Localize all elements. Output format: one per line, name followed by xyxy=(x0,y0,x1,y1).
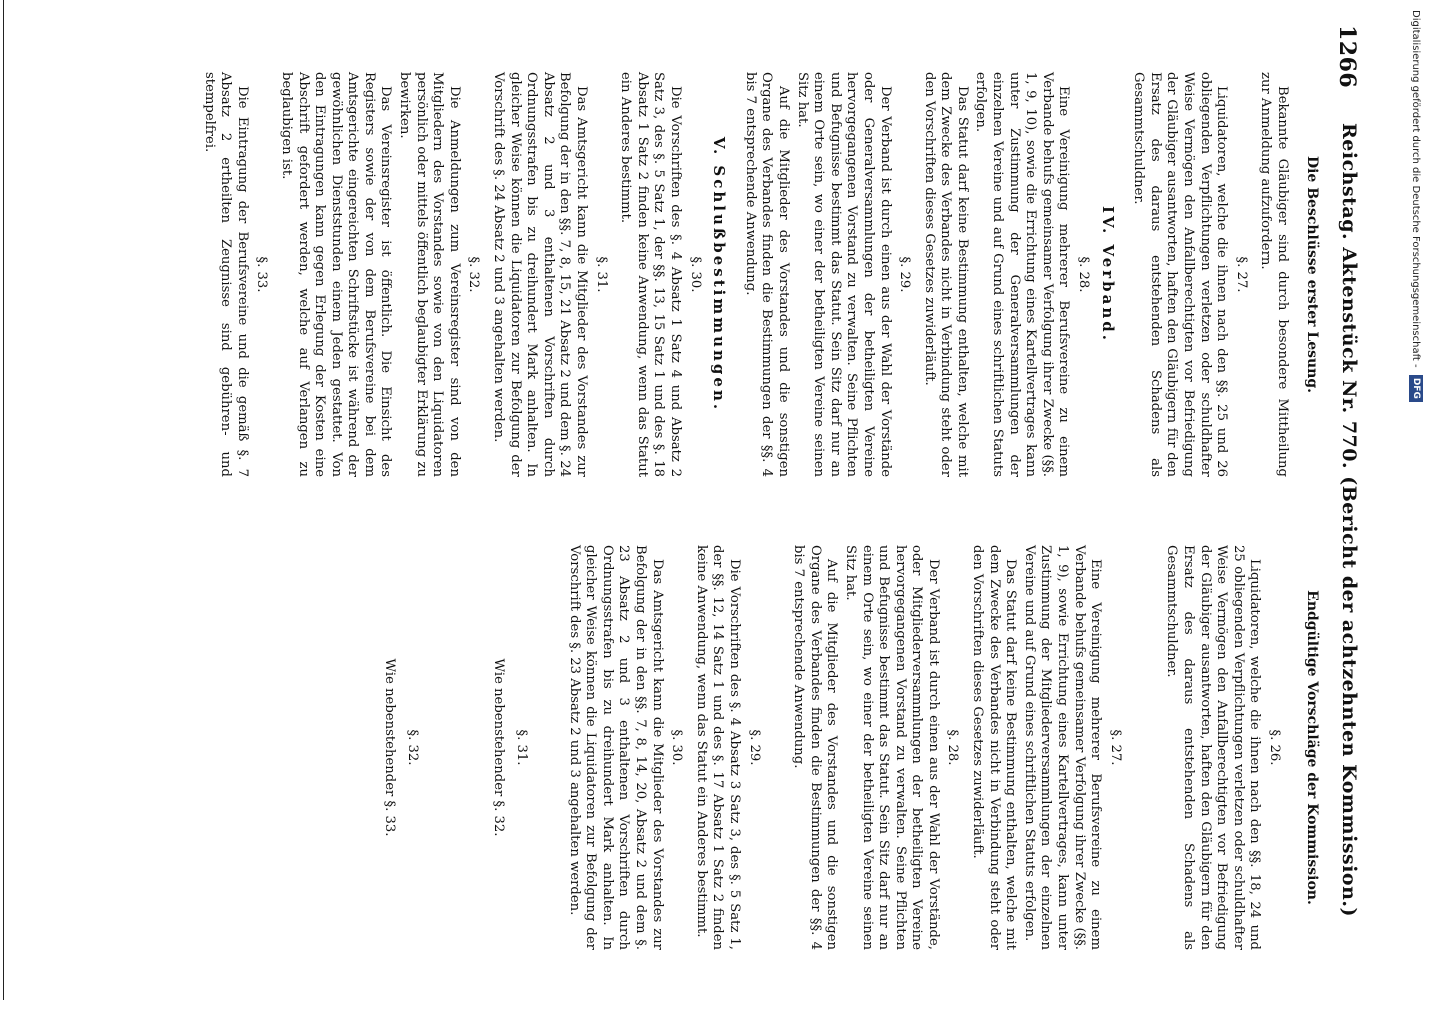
section-text: Liquidatoren, welche die ihnen nach den §§. 18, 24 und 25 obliegenden Verpflichtungen verletzen oder schuldhafter Weise Vermögen den Anfallberechtigten vor Befriedigung der Gläubiger ausantworten, haften den Gläubigern für den Ersatz des daraus entstehenden Schadens als Gesammtschuldner. xyxy=(1164,545,1263,950)
digitization-footer xyxy=(1398,0,1432,1000)
section-label: §. 33. xyxy=(254,256,270,293)
page-header xyxy=(1326,25,1366,970)
left-column xyxy=(198,72,1290,477)
section-text: Das Statut darf keine Bestimmung enthalten, welche mit dem Zwecke des Verbandes nicht in Verbindung steht oder den Vorschriften dieses Gesetzes zuwiderläuft. xyxy=(921,72,970,477)
section-text: Auf die Mitglieder des Vorstandes und die sonstigen Organe des Verbandes finden die Bestimmungen der §§. 4 bis 7 entsprechende Anwendung. xyxy=(791,545,840,950)
chapter-heading: V. Schlußbestimmungen. xyxy=(710,136,729,413)
section-label: §. 27. xyxy=(1107,729,1123,766)
section-label: §. 31. xyxy=(593,256,609,293)
section-text: Auf die Mitglieder des Vorstandes und die sonstigen Organe des Verbandes finden die Bestimmungen der §§. 4 bis 7 entsprechende Anwendung. xyxy=(742,72,791,477)
section-text: Die Vorschriften des §. 4 Absatz 3 Satz 3, des §. 5 Satz 1, der §§. 12, 14 Satz 1 und des §. 17 Absatz 1 Satz 2 finden keine Anwendung, wenn das Statut ein Anderes bestimmt. xyxy=(693,545,742,950)
section-label: §. 32. xyxy=(404,729,420,766)
section-text: Die Eintragung der Berufsvereine und die gemäß §. 7 Absatz 2 ertheilten Zeugnisse sind gebühren- und stempelfrei. xyxy=(201,72,250,477)
section-text: Eine Vereinigung mehrerer Berufsvereine zu einem Verbande behufs gemeinsamer Verfolgung ihrer Zwecke (§§. 1, 9, 10), sowie die Errichtung eines Kartellvertrages kann unter Zustimmung der Generalversammlungen der einzelnen Vereine und auf Grund eines schriftlichen Statuts erfolgen. xyxy=(973,72,1072,477)
right-column xyxy=(381,545,1290,950)
section-label: §. 31. xyxy=(514,729,530,766)
footer-text-strip xyxy=(1398,0,1432,1010)
section-text: Liquidatoren, welche die ihnen nach den §§. 25 und 26 obliegenden Verpflichtungen verletzen oder schuldhafter Weise Vermögen den Anfallberechtigten vor Befriedigung der Gläubiger ausantworten, haften den Gläubigern für den Ersatz des daraus entstehenden Schadens als Gesammtschuldner. xyxy=(1131,72,1230,477)
section-label: §. 30. xyxy=(669,729,685,766)
page-title: Reichstag. Aktenstück Nr. 770. (Bericht der achtzehnten Kommission.) xyxy=(1338,122,1360,918)
section-text: Das Amtsgericht kann die Mitglieder des Vorstandes zur Befolgung der in den §§. 7, 8, 15, 21 Absatz 2 und dem §. 24 Absatz 2 und 3 enthaltenen Vorschriften durch Ordnungsstrafen bis zu dreihundert Mark anhalten. In gleicher Weise können die Liquidatoren zur Befolgung der Vorschrift des §. 24 Absatz 2 und 3 angehalten werden. xyxy=(491,72,590,477)
section-label: §. 26. xyxy=(1267,729,1282,766)
section-label: §. 28. xyxy=(1076,256,1092,293)
section-label: §. 30. xyxy=(687,256,703,293)
section-label: §. 32. xyxy=(466,256,482,293)
section-label: §. 27. xyxy=(1233,256,1249,293)
intro-paragraph: Bekannte Gläubiger sind durch besondere Mittheilung zur Anmeldung aufzufordern. xyxy=(1258,72,1290,477)
right-column-heading: Endgültige Vorschläge der Kommission. xyxy=(1304,590,1320,905)
chapter-heading: IV. Verband. xyxy=(1098,205,1117,343)
section-label: §. 28. xyxy=(945,729,961,766)
left-column-heading: Die Beschlüsse erster Lesung. xyxy=(1304,155,1320,394)
section-text: Das Amtsgericht kann die Mitglieder des Vorstandes zur Befolgung der in den §§. 7, 8, 14, 20, Absatz 2 und dem §. 23 Absatz 2 und 3 enthaltenen Vorschriften durch Ordnungsstrafen bis zu dreihundert Mark anhalten. In gleicher Weise können die Liquidatoren zur Befolgung der Vorschrift des §. 23 Absatz 2 und 3 angehalten werden. xyxy=(566,545,665,950)
page-edge-rule xyxy=(3,0,4,1000)
page-number: 1266 xyxy=(1334,25,1360,89)
section-text: Das Statut darf keine Bestimmung enthalten, welche mit dem Zwecke des Verbandes nicht in Verbindung steht oder den Vorschriften dieses Gesetzes zuwiderläuft. xyxy=(970,545,1019,950)
section-text: Eine Vereinigung mehrerer Berufsvereine zu einem Verbande behufs gemeinsamer Verfolgung ihrer Zwecke (§§. 1, 9), sowie Errichtung eines Kartellvertrages, kann unter Zustimmung der Mitgliederversammlungen der einzelnen Vereine und auf Grund eines schriftlichen Statuts erfolgen. xyxy=(1021,545,1104,950)
section-text: Die Vorschriften des §. 4 Absatz 1 Satz 4 und Absatz 2 Satz 3, des §. 5 Satz 1, der §§. 13, 15 Satz 1 und des §. 18 Absatz 1 Satz 2 finden keine Anwendung, wenn das Statut ein Anderes bestimmt. xyxy=(618,72,683,477)
section-text: Wie nebenstehender §. 33. xyxy=(382,658,398,837)
section-text: Die Anmeldungen zum Vereinsregister sind von den Mitgliedern des Vorstandes sowie von den Liquidatoren persönlich oder mittels öffentlich beglaubigter Erklärung zu bewirken. xyxy=(397,72,462,477)
section-text: Der Verband ist durch einen aus der Wahl der Vorstände, oder Mitgliederversammlungen der betheiligten Vereine hervorgegangenen Vorstand zu verwalten. Seine Pflichten und Befugnisse bestimmt das Statut. Sein Sitz darf nur an einem Orte sein, wo einer der betheiligten Vereine seinen Sitz hat. xyxy=(842,545,941,950)
section-text: Wie nebenstehender §. 32. xyxy=(491,658,507,837)
section-label: §. 29. xyxy=(746,729,762,766)
section-text: Der Verband ist durch einen aus der Wahl der Vorstände oder Generalversammlungen der betheiligten Vereine hervorgegangenen Vorstand zu verwalten. Seine Pflichten und Befugnisse bestimmt das Statut. Sein Sitz darf nur an einem Orte sein, wo einer der betheiligten Vereine seinen Sitz hat. xyxy=(794,72,893,477)
dfg-logo: DFG xyxy=(1409,375,1423,402)
footer-credit: Digitalisierung gefördert durch die Deutsche Forschungsgemeinschaft - xyxy=(1410,10,1421,368)
section-label: §. 29. xyxy=(897,256,913,293)
section-text: Das Vereinsregister ist öffentlich. Die Einsicht des Registers sowie der von dem Berufsvereine bei dem Amtsgerichte eingereichten Schriftstücke ist während der gewöhnlichen Dienststunden einem Jeden gestattet. Von den Eintragungen kann gegen Erlegung der Kosten eine Abschrift gefordert werden, welche auf Verlangen zu beglaubigen ist. xyxy=(278,72,394,477)
